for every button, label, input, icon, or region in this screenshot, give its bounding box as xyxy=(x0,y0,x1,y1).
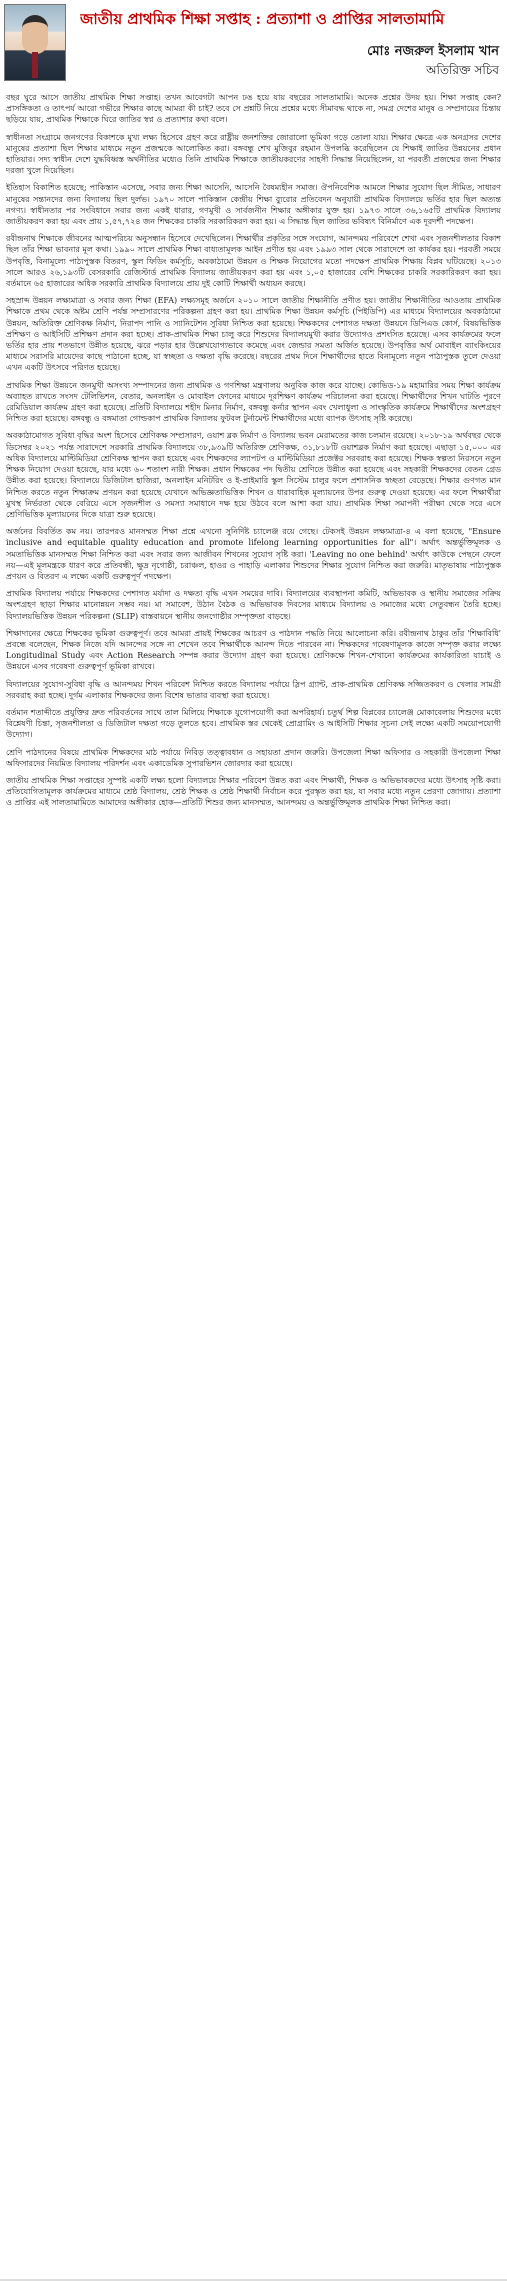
author-tie xyxy=(32,52,38,78)
paragraph: রবীন্দ্রনাথ শিক্ষাকে জীবনের আত্মপরিচয় অনুসন্ধান হিসেবে দেখেছিলেন। শিক্ষার্থীর প্রকৃতির সঙ্গে সংযোগ, আনন্দময় পরিবেশে শেখা এবং সৃজনশীলতার বিকাশ ছিল তাঁর শিক্ষা ভাবনার মূল কথা। ১৯৯০ সালে প্রাথমিক শিক্ষা বাধ্যতামূলক আইন প্রণীত হয় এবং ১৯৯৩ সাল থেকে সারাদেশে তা কার্যকর হয়। পরবর্তী সময়ে উপবৃত্তি, বিনামূল্যে পাঠ্যপুস্তক বিতরণ, স্কুল ফিডিং কর্মসূচি, অবকাঠামো উন্নয়ন ও শিক্ষক নিয়োগের মতো পদক্ষেপ প্রাথমিক শিক্ষায় বিপ্লব ঘটিয়েছে। ২০১৩ সালে আরও ২৬,১৯৩টি বেসরকারি রেজিস্টার্ড প্রাথমিক বিদ্যালয় জাতীয়করণ করা হয় এবং ১,০৫ হাজারের বেশি শিক্ষকের চাকরি সরকারিকরণ করা হয়। বর্তমানে ৬৫ হাজারের অধিক সরকারি প্রাথমিক বিদ্যালয়ে প্রায় দুই কোটি শিক্ষার্থী অধ্যয়ন করছে। xyxy=(6,234,501,289)
author-face xyxy=(22,15,48,54)
paragraph: ইতিহাস বিকাশিত হয়েছে; পাকিস্তান এসেছে, সবার জন্য শিক্ষা আসেনি, আসেনি বৈষম্যহীন সমাজ। ঔপনিবেশিক আমলে শিক্ষার সুযোগ ছিল সীমিত, সাধারণ মানুষের সন্তানদের জন্য বিদ্যালয় ছিল দুর্লভ। ১৯৭০ সালে পাকিস্তান কেন্দ্রীয় শিক্ষা ব্যুরোর প্রতিবেদন অনুযায়ী প্রাথমিক বিদ্যালয়ে ভর্তির হার ছিল অত্যন্ত নগণ্য। স্বাধীনতার পর সংবিধানে সবার জন্য একই ধারার, গণমুখী ও সার্বজনীন শিক্ষার অঙ্গীকার যুক্ত হয়। ১৯৭৩ সালে ৩৬,১৬৫টি প্রাথমিক বিদ্যালয় জাতীয়করণ করা হয় এবং প্রায় ১,৫৭,৭২৪ জন শিক্ষকের চাকরি সরকারিকরণ করা হয়। এ সিদ্ধান্ত ছিল জাতির ভবিষ্যৎ বিনির্মাণে এক দূরদর্শী পদক্ষেপ। xyxy=(6,183,501,227)
article-header xyxy=(0,0,507,86)
paragraph: জাতীয় প্রাথমিক শিক্ষা সপ্তাহের সুস্পষ্ট একটি লক্ষ্য হলো বিদ্যালয়ে শিক্ষার পরিবেশ উন্নত করা এবং শিক্ষার্থী, শিক্ষক ও অভিভাবকদের মধ্যে উৎসাহ সৃষ্টি করা। প্রতিযোগিতামূলক কার্যক্রমের মাধ্যমে শ্রেষ্ঠ বিদ্যালয়, শ্রেষ্ঠ শিক্ষক ও শ্রেষ্ঠ শিক্ষার্থী নির্বাচন করে পুরস্কৃত করা হয়, যা সবার মধ্যে নতুন প্রেরণা জোগায়। প্রত্যাশা ও প্রাপ্তির এই সালতামামিতে আমাদের অঙ্গীকার হোক—প্রতিটি শিশুর জন্য মানসম্মত, আনন্দময় ও অন্তর্ভুক্তিমূলক প্রাথমিক শিক্ষা নিশ্চিত করা। xyxy=(6,775,501,808)
paragraph: বর্তমান শতাব্দীতে প্রযুক্তির দ্রুত পরিবর্তনের সাথে তাল মিলিয়ে শিক্ষাকে যুগোপযোগী করা অপরিহার্য। চতুর্থ শিল্প বিপ্লবের চ্যালেঞ্জ মোকাবেলায় শিশুদের মধ্যে বিশ্লেষণী চিন্তা, সৃজনশীলতা ও ডিজিটাল দক্ষতা গড়ে তুলতে হবে। প্রাথমিক স্তর থেকেই প্রোগ্রামিং ও আইসিটি শিক্ষার সূচনা সেই লক্ষ্যে একটি সময়োপযোগী উদ্যোগ। xyxy=(6,707,501,740)
article-title: জাতীয় প্রাথমিক শিক্ষা সপ্তাহ : প্রত্যাশা ও প্রাপ্তির সালতামামি xyxy=(80,10,445,28)
paragraph: বছর ঘুরে আসে জাতীয় প্রাথমিক শিক্ষা সপ্তাহ। তখন আবেগটা আপন ঢঙ হয়ে যায় বছরের সালতামামি। অনেক প্রশ্নের উদয় হয়। শিক্ষা সপ্তাহ কেন? প্রাসঙ্গিকতা ও তাৎপর্য আরো গভীরে শিক্ষার কাছে আমরা কী চাই? তবে সে প্রশ্নটি নিয়ে প্রশ্নের মধ্যে সীমাবদ্ধ থাকে না, সমগ্র দেশের মানুষ ও সম্প্রদায়ের চিন্তায় ছড়িয়ে যায়, প্রাথমিক শিক্ষাকে ঘিরে জাতির স্বপ্ন ও প্রত্যাশার কথা বলে। xyxy=(6,93,501,125)
paragraph: অর্জনের বিবর্তিত কম নয়। তারপরও মানসম্মত শিক্ষা প্রশ্নে এখনো সুনির্দিষ্ট চ্যালেঞ্জ রয়ে গেছে। টেকসই উন্নয়ন লক্ষ্যমাত্রা-৪ এ বলা হয়েছে, "Ensure inclusive and equitable quality education and promote lifelong learning opportunities for all"। অর্থাৎ অন্তর্ভুক্তিমূলক ও সমতাভিত্তিক মানসম্মত শিক্ষা নিশ্চিত করা এবং সবার জন্য আজীবন শিখনের সুযোগ সৃষ্টি করা। 'Leaving no one behind' অর্থাৎ কাউকে পেছনে ফেলে নয়—এই মূলমন্ত্রকে ধারণ করে প্রতিবন্ধী, ক্ষুদ্র নৃগোষ্ঠী, চরাঞ্চল, হাওর ও পাহাড়ি এলাকার শিশুদের শিক্ষার সুযোগ নিশ্চিত করা জরুরি। মাতৃভাষায় পাঠ্যপুস্তক প্রণয়ন ও বিতরণ এ লক্ষ্যে একটি গুরুত্বপূর্ণ পদক্ষেপ। xyxy=(6,527,501,581)
paragraph: স্বাধীনতা সংগ্রামে জনগণের বিকাশকে মুখ্য লক্ষ্য হিসেবে গ্রহণ করে রাষ্ট্রীয় জনশক্তির জোরালো ভূমিকা গড়ে তোলা যায়। শিক্ষার ক্ষেত্রে এক অনগ্রসর দেশের মানুষের প্রত্যাশা ছিল শিক্ষার মাধ্যমে নতুন প্রজন্মকে আলোকিত করা। বঙ্গবন্ধু শেখ মুজিবুর রহমান উপলব্ধি করেছিলেন যে শিক্ষাই জাতির উন্নয়নের প্রধান হাতিয়ার। সদ্য স্বাধীন দেশে যুদ্ধবিধ্বস্ত অর্থনীতির মধ্যেও তিনি প্রাথমিক শিক্ষাকে জাতীয়করণের সাহসী সিদ্ধান্ত নিয়েছিলেন, যা পরবর্তী প্রজন্মের জন্য শিক্ষার দরজা খুলে দিয়েছিল। xyxy=(6,132,501,176)
paragraph: সহস্রাব্দ উন্নয়ন লক্ষ্যমাত্রা ও সবার জন্য শিক্ষা (EFA) লক্ষ্যসমূহ অর্জনে ২০১০ সালে জাতীয় শিক্ষানীতি প্রণীত হয়। জাতীয় শিক্ষানীতির আওতায় প্রাথমিক শিক্ষাকে প্রথম থেকে অষ্টম শ্রেণি পর্যন্ত সম্প্রসারণের পরিকল্পনা গ্রহণ করা হয়। প্রাথমিক শিক্ষা উন্নয়ন কর্মসূচি (পিইডিপি) এর মাধ্যমে বিদ্যালয়ের অবকাঠামো উন্নয়ন, অতিরিক্ত শ্রেণিকক্ষ নির্মাণ, নিরাপদ পানি ও স্যানিটেশন সুবিধা নিশ্চিত করা হয়েছে। শিক্ষকদের পেশাগত দক্ষতা উন্নয়নে ডিপিএড কোর্স, বিষয়ভিত্তিক প্রশিক্ষণ ও আইসিটি প্রশিক্ষণ প্রদান করা হচ্ছে। প্রাক-প্রাথমিক শিক্ষা চালু করে শিশুদের বিদ্যালয়মুখী করার উদ্যোগও প্রশংসিত হয়েছে। এসব কার্যক্রমের ফলে ভর্তির হার প্রায় শতভাগে উন্নীত হয়েছে, ঝরে পড়ার হার উল্লেখযোগ্যভাবে কমেছে এবং জেন্ডার সমতা অর্জিত হয়েছে। উপবৃত্তির অর্থ মোবাইল ব্যাংকিংয়ের মাধ্যমে সরাসরি মায়েদের কাছে পাঠানো হচ্ছে, যা স্বচ্ছতা ও দক্ষতা বৃদ্ধি করেছে। বছরের প্রথম দিনে শিক্ষার্থীদের হাতে বিনামূল্যে নতুন পাঠ্যপুস্তক তুলে দেওয়া এখন একটি উৎসবে পরিণত হয়েছে। xyxy=(6,296,501,373)
article-body xyxy=(6,92,501,815)
paragraph: শ্রেণি পাঠদানের বিষয়ে প্রাথমিক শিক্ষকদের মাঠ পর্যায়ে নিবিড় তত্ত্বাবধান ও সহায়তা প্রদান জরুরি। উপজেলা শিক্ষা অফিসার ও সহকারী উপজেলা শিক্ষা অফিসারদের নিয়মিত বিদ্যালয় পরিদর্শন এবং একাডেমিক সুপারভিশন জোরদার করা হয়েছে। xyxy=(6,747,501,768)
paragraph: প্রাথমিক শিক্ষা উন্নয়নে জনমুখী অসংখ্য সম্পাদনের জন্য প্রাথমিক ও গণশিক্ষা মন্ত্রণালয় অনুবিক কাজ করে যাচ্ছে। কোভিড-১৯ মহামারির সময় শিক্ষা কার্যক্রম অব্যাহত রাখতে সংসদ টেলিভিশন, বেতার, অনলাইন ও মোবাইল ফোনের মাধ্যমে দূরশিক্ষণ কার্যক্রম পরিচালনা করা হয়েছে। শিক্ষার্থীদের শিখন ঘাটতি পূরণে রেমিডিয়াল কার্যক্রম গ্রহণ করা হয়েছে। প্রতিটি বিদ্যালয়ে শহীদ মিনার নির্মাণ, বঙ্গবন্ধু কর্নার স্থাপন এবং খেলাধুলা ও সাংস্কৃতিক কার্যক্রমে শিক্ষার্থীদের অংশগ্রহণ নিশ্চিত করা হয়েছে। বঙ্গবন্ধু ও বঙ্গমাতা গোল্ডকাপ প্রাথমিক বিদ্যালয় ফুটবল টুর্নামেন্ট শিক্ষার্থীদের মধ্যে ব্যাপক উৎসাহ সৃষ্টি করেছে। xyxy=(6,380,501,424)
paragraph: প্রাথমিক বিদ্যালয় পর্যায়ে শিক্ষকদের পেশাগত মর্যাদা ও দক্ষতা বৃদ্ধি এখন সময়ের দাবি। বিদ্যালয়ের ব্যবস্থাপনা কমিটি, অভিভাবক ও স্থানীয় সমাজের সক্রিয় অংশগ্রহণ ছাড়া শিক্ষার মানোন্নয়ন সম্ভব নয়। মা সমাবেশ, উঠান বৈঠক ও অভিভাবক দিবসের মাধ্যমে বিদ্যালয় ও সমাজের মধ্যে সেতুবন্ধন তৈরি হচ্ছে। বিদ্যালয়ভিত্তিক উন্নয়ন পরিকল্পনা (SLIP) বাস্তবায়নে স্থানীয় জনগোষ্ঠীর সম্পৃক্ততা বাড়ছে। xyxy=(6,589,501,621)
paragraph: অবকাঠামোগত সুবিধা বৃদ্ধির অংশ হিসেবে শ্রেণিকক্ষ সম্প্রসারণ, ওয়াশ ব্লক নির্মাণ ও বিদ্যালয় ভবন মেরামতের কাজ চলমান রয়েছে। ২০১৮-১৯ অর্থবছর থেকে ডিসেম্বর ২০২১ পর্যন্ত সারাদেশে সরকারি প্রাথমিক বিদ্যালয়ে ৩৮,৯৩৯টি অতিরিক্ত শ্রেণিকক্ষ, ৩১,৮১৮টি ওয়াশব্লক নির্মাণ করা হয়েছে। এছাড়া ১৫,০০০ এর অধিক বিদ্যালয়ে মাল্টিমিডিয়া শ্রেণিকক্ষ স্থাপন করা হয়েছে এবং শিক্ষকদের ল্যাপটপ ও মাল্টিমিডিয়া প্রজেক্টর সরবরাহ করা হয়েছে। শিক্ষক স্বল্পতা নিরসনে নতুন শিক্ষক নিয়োগ দেওয়া হয়েছে, যার মধ্যে ৬০ শতাংশ নারী শিক্ষক। প্রধান শিক্ষকের পদ দ্বিতীয় শ্রেণিতে উন্নীত করা হয়েছে এবং সহকারী শিক্ষকদের বেতন গ্রেড উন্নীত করা হয়েছে। বিদ্যালয়ে ডিজিটাল হাজিরা, অনলাইন মনিটরিং ও ই-প্রাইমারি স্কুল সিস্টেম চালুর ফলে প্রশাসনিক স্বচ্ছতা বেড়েছে। শিক্ষার গুণগত মান নিশ্চিত করতে নতুন শিক্ষাক্রম প্রণয়ন করা হয়েছে যেখানে অভিজ্ঞতাভিত্তিক শিখন ও ধারাবাহিক মূল্যায়নের উপর গুরুত্ব দেওয়া হয়েছে। এর ফলে শিক্ষার্থীরা মুখস্থ নির্ভরতা থেকে বেরিয়ে এসে সৃজনশীল ও সমস্যা সমাধানে দক্ষ হয়ে উঠবে বলে আশা করা যায়। প্রাথমিক শিক্ষা সমাপনী পরীক্ষা থেকে সরে এসে শ্রেণিভিত্তিক মূল্যায়নের দিকে যাত্রা শুরু হয়েছে। xyxy=(6,431,501,519)
author-photo xyxy=(4,4,66,81)
paragraph: শিক্ষাদানের ক্ষেত্রে শিক্ষকের ভূমিকা গুরুত্বপূর্ণ। তবে আমরা প্রায়ই শিক্ষকের আচরণ ও পাঠদান পদ্ধতি নিয়ে আলোচনা করি। রবীন্দ্রনাথ ঠাকুর তাঁর 'শিক্ষাবিধি' প্রবন্ধে বলেছেন, শিক্ষক নিজে যদি আনন্দের সঙ্গে না শেখেন তবে শিক্ষার্থীকে আনন্দ দিতে পারবেন না। শিক্ষকদের গবেষণামূলক কাজে সম্পৃক্ত করার লক্ষ্যে Longitudinal Study এবং Action Research সম্পন্ন করার উদ্যোগ গ্রহণ করা হয়েছে। শ্রেণিকক্ষে শিখন-শেখানো কার্যক্রমের কার্যকারিতা যাচাই ও উন্নয়নে এসব গবেষণা গুরুত্বপূর্ণ ভূমিকা রাখবে। xyxy=(6,628,501,672)
paragraph: বিদ্যালয়ের সুযোগ-সুবিধা বৃদ্ধি ও আনন্দময় শিখন পরিবেশ নিশ্চিত করতে বিদ্যালয় পর্যায়ে স্লিপ গ্র্যান্ট, প্রাক-প্রাথমিক শ্রেণিকক্ষ সজ্জিতকরণ ও খেলার সামগ্রী সরবরাহ করা হচ্ছে। দুর্গম এলাকার শিক্ষকদের জন্য বিশেষ ভাতার ব্যবস্থা করা হয়েছে। xyxy=(6,679,501,700)
author-designation: অতিরিক্ত সচিব xyxy=(426,63,499,77)
author-name: মোঃ নজরুল ইসলাম খান xyxy=(367,44,499,59)
